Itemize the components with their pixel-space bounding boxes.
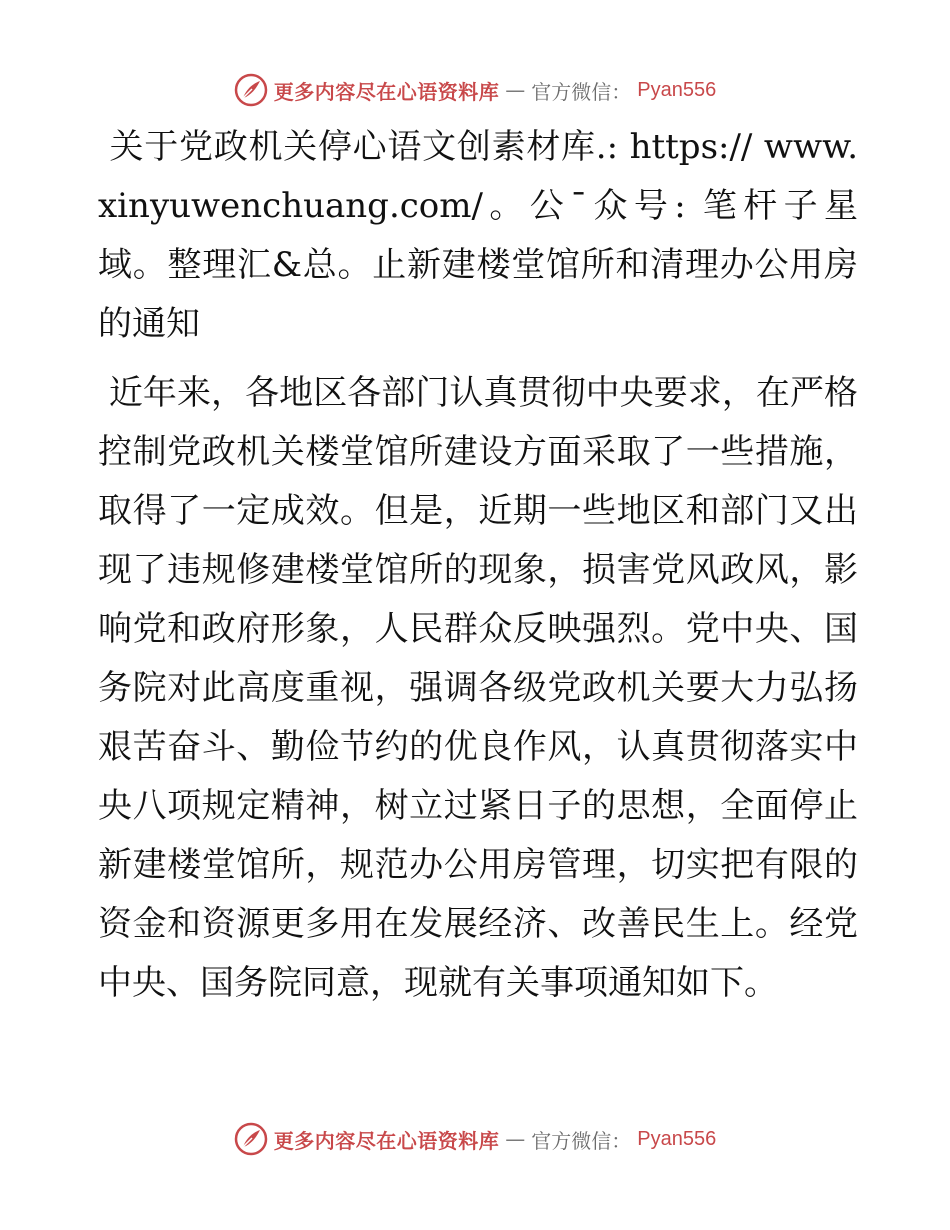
document-body-paragraph: 近年来，各地区各部门认真贯彻中央要求，在严格控制党政机关楼堂馆所建设方面采取了一些措施，取得了一定成效。但是，近期一些地区和部门又出现了违规修建楼堂馆所的现象，损害党风政风，影响党和政府形象，人民群众反映强烈。党中央、国务院对此高度重视，强调各级党政机关要大力弘扬艰苦奋斗、勤俭节约的优良作风，认真贯彻落实中央八项规定精神，树立过紧日子的思想，全面停止新建楼堂馆所，规范办公用房管理，切实把有限的资金和资源更多用在发展经济、改善民生上。经党中央、国务院同意，现就有关事项通知如下。 bbox=[98, 373, 859, 1003]
watermark-banner-top bbox=[0, 70, 950, 110]
watermark-text: 更多内容尽在心语资料库 bbox=[273, 79, 500, 104]
watermark-wechat-label: 官方微信： bbox=[531, 1128, 632, 1153]
watermark-separator: — bbox=[505, 1127, 526, 1151]
document-title: 关于党政机关停心语文创素材库.: https:// www.xinyuwenchuang.com/。公¯众号: 笔杆子星域。整理汇&总。止新建楼堂馆所和清理办公用房的通知 bbox=[98, 127, 858, 344]
watermark-text: 更多内容尽在心语资料库 bbox=[273, 1128, 500, 1153]
watermark-wechat-label: 官方微信： bbox=[531, 79, 632, 104]
feather-pen-logo-icon bbox=[234, 1122, 268, 1156]
watermark-wechat-id: Pyan556 bbox=[637, 1127, 717, 1150]
watermark-banner-bottom bbox=[0, 1119, 950, 1159]
watermark-separator: — bbox=[505, 78, 526, 102]
feather-pen-logo-icon bbox=[234, 73, 268, 107]
document-content bbox=[98, 118, 858, 1013]
watermark-wechat-id: Pyan556 bbox=[637, 78, 717, 101]
